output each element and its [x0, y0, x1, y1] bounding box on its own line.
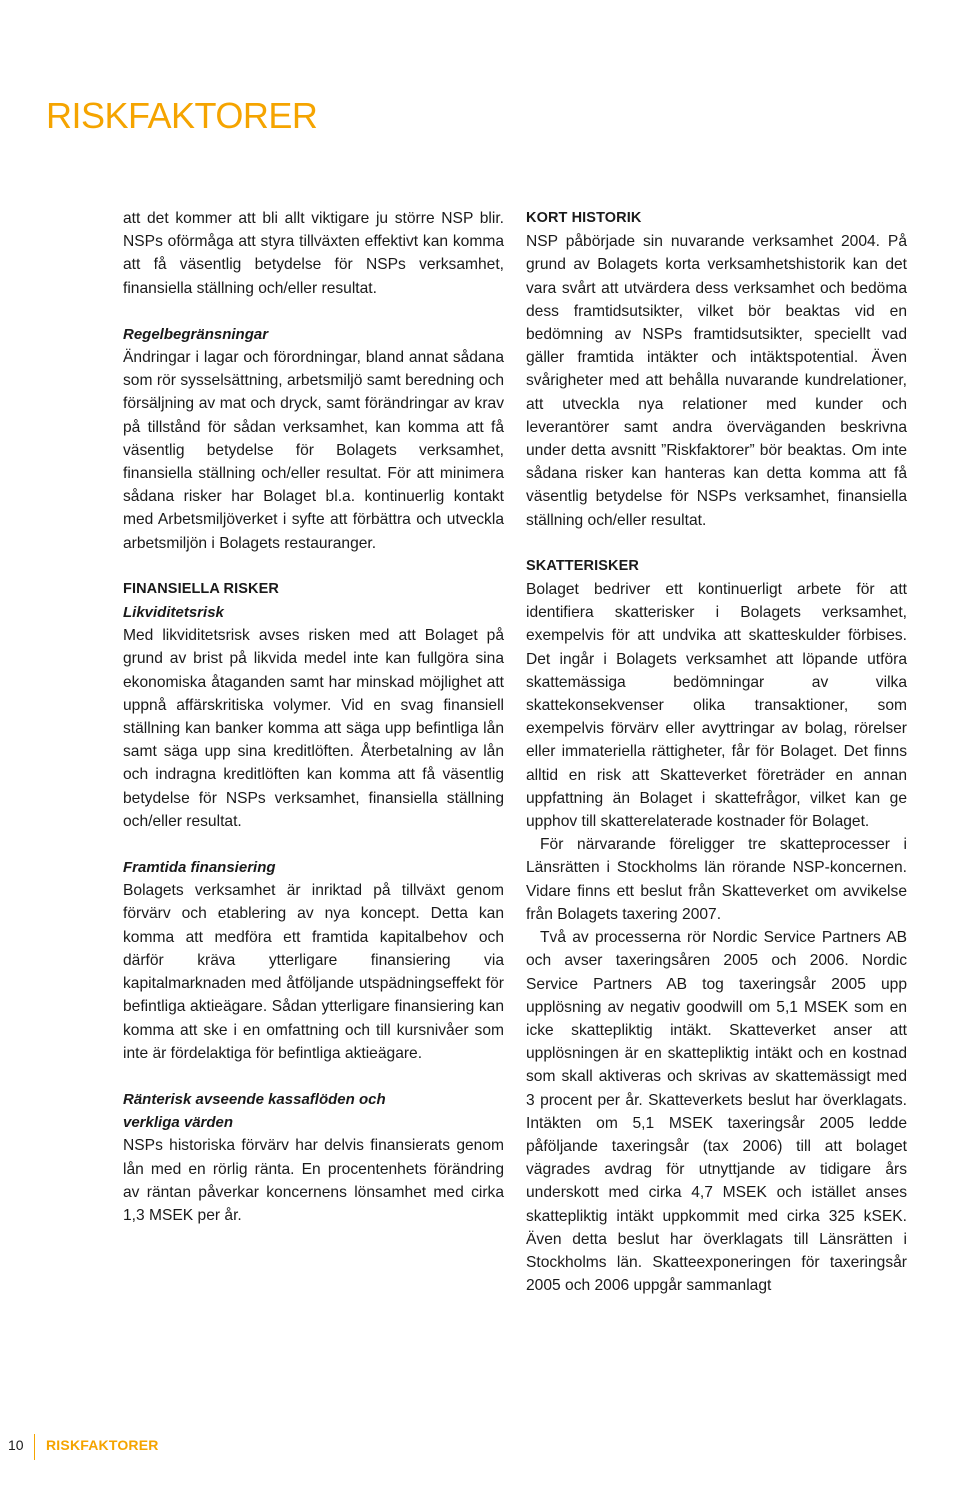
intro-paragraph: att det kommer att bli allt viktigare ju större NSP blir. NSPs oförmåga att styra tillväxten effektivt kan komma att få väsentlig betydelse för NSPs verksamhet, finansiella ställning och/eller resultat. — [123, 210, 504, 297]
skatte-heading: SKATTERISKER — [526, 557, 639, 574]
skatte-paragraph-1: Bolaget bedriver ett kontinuerligt arbete för att identifiera skatterisker i Bolagets verksamhet, exempelvis för att undvika att skatteskulder förbises. Det ingår i Bolagets verksamhet att löpande utföra skattemässiga bedömningar av vilka skattekonsekvenser olika transaktioner, som exempelvis förvärv eller avyttringar av bolag, rörelser eller immateriella rättigheter, får för Bolaget. Det finns alltid en risk att Skatteverket företräder en annan uppfattning än Bolaget i skattefrågor, vilket kan ge upphov till skatterelaterade kostnader för Bolaget. — [526, 581, 907, 831]
ranterisk-heading-line2: verkliga värden — [123, 1114, 234, 1132]
framtida-paragraph: Bolagets verksamhet är inriktad på tillväxt genom förvärv och etablering av nya koncept. Detta kan komma att medföra ett framtida kapitalbehov och därför kräva ytterligare finansiering via kapitalmarknaden med åtföljande utspädningseffekt för befintliga aktieägare. Sådan ytterligare finansiering kan komma att ske i en omfattning och till kursnivåer som inte är fördelaktiga för befintliga aktieägare. — [123, 882, 504, 1062]
page-number: 10 — [8, 1437, 24, 1453]
framtida-heading: Framtida finansiering — [123, 859, 276, 877]
left-column — [123, 207, 504, 1227]
ranterisk-paragraph: NSPs historiska förvärv har delvis finansierats genom lån med en rörlig ränta. En procentenhets förändring av räntan påverkar koncernens lönsamhet med cirka 1,3 MSEK per år. — [123, 1137, 504, 1224]
footer-section-label: RISKFAKTORER — [46, 1437, 159, 1453]
likviditet-heading: Likviditetsrisk — [123, 604, 224, 622]
regel-heading: Regelbegränsningar — [123, 325, 269, 343]
likviditet-paragraph: Med likviditetsrisk avses risken med att Bolaget på grund av brist på likvida medel inte kan fullgöra sina ekonomiska åtaganden samt har minskad möjlighet att uppnå affärskritiska volymer. Vid en svag finansiell ställning kan banker komma att säga upp befintliga lån samt säga upp sina kreditlöften. Återbetalning av lån och indragna kreditlöften kan komma att få väsentlig betydelse för NSPs verksamhet, finansiella ställning och/eller resultat. — [123, 627, 504, 830]
skatte-paragraph-3: Två av processerna rör Nordic Service Partners AB och avser taxeringsåren 2005 och 2006. Nordic Service Partners AB tog taxeringsår 2005 upp upplösning av negativ goodwill om 5,1 MSEK som en icke skattepliktig intäkt. Skatteverket anser att upplösningen är en skattepliktig intäkt och en kostnad som skall aktiveras och skrivas av skattemässigt med 3 procent per år. Skatteverkets beslut har överklagats. Intäkten om 5,1 MSEK taxeringsår 2005 ledde påföljande taxeringsår (tax 2006) till att bolaget vägrades avdrag för utnyttjande av tidigare års underskott med cirka 4,7 MSEK och istället anses skattepliktig intäkt uppkommit med cirka 325 kSEK. Även detta beslut har överklagats till Länsrätten i Stockholms län. Skatteexponeringen för taxeringsår 2005 och 2006 uppgår sammanlagt — [526, 929, 907, 1295]
footer-divider — [34, 1434, 35, 1460]
page-title: RISKFAKTORER — [46, 95, 318, 136]
regel-paragraph: Ändringar i lagar och förordningar, bland annat sådana som rör sysselsättning, arbetsmiljö samt beredning och försäljning av mat och dryck, samt förändringar av krav på tillstånd för sådan verksamhet, kan komma att få väsentlig betydelse för Bolagets verksamhet, finansiella ställning och/eller resultat. För att minimera sådana risker har Bolaget bl.a. kontinuerlig kontakt med Arbetsmiljöverket i syfte att förbättra och utveckla arbetsmiljön i Bolagets restauranger. — [123, 349, 504, 552]
skatte-paragraph-2: För närvarande föreligger tre skatteprocesser i Länsrätten i Stockholms län rörande NSP-koncernen. Vidare finns ett beslut från Skatteverket om avvikelse från Bolagets taxering 2007. — [526, 836, 907, 923]
historik-paragraph: NSP påbörjade sin nuvarande verksamhet 2004. På grund av Bolagets korta verksamhetshistorik kan det vara svårt att utvärdera dess verksamhet och bedöma dess framtidsutsikter, vilket bör beaktas vid en bedömning av NSPs framtidsutsikter, speciellt vad gäller framtida intäkter och intäktspotential. Även svårigheter med att behålla nuvarande kundrelationer, att utveckla nya relationer med kunder och leverantörer samt andra överväganden beskrivna under detta avsnitt ”Riskfaktorer” bör beaktas. Om inte sådana risker kan hanteras kan detta komma att få väsentlig betydelse för NSPs verksamhet, finansiella ställning och/eller resultat. — [526, 233, 907, 529]
right-column — [526, 207, 907, 1297]
historik-heading: KORT HISTORIK — [526, 210, 642, 226]
finansiella-heading: FINANSIELLA RISKER — [123, 580, 279, 597]
ranterisk-heading-line1: Ränterisk avseende kassaflöden och — [123, 1090, 386, 1108]
